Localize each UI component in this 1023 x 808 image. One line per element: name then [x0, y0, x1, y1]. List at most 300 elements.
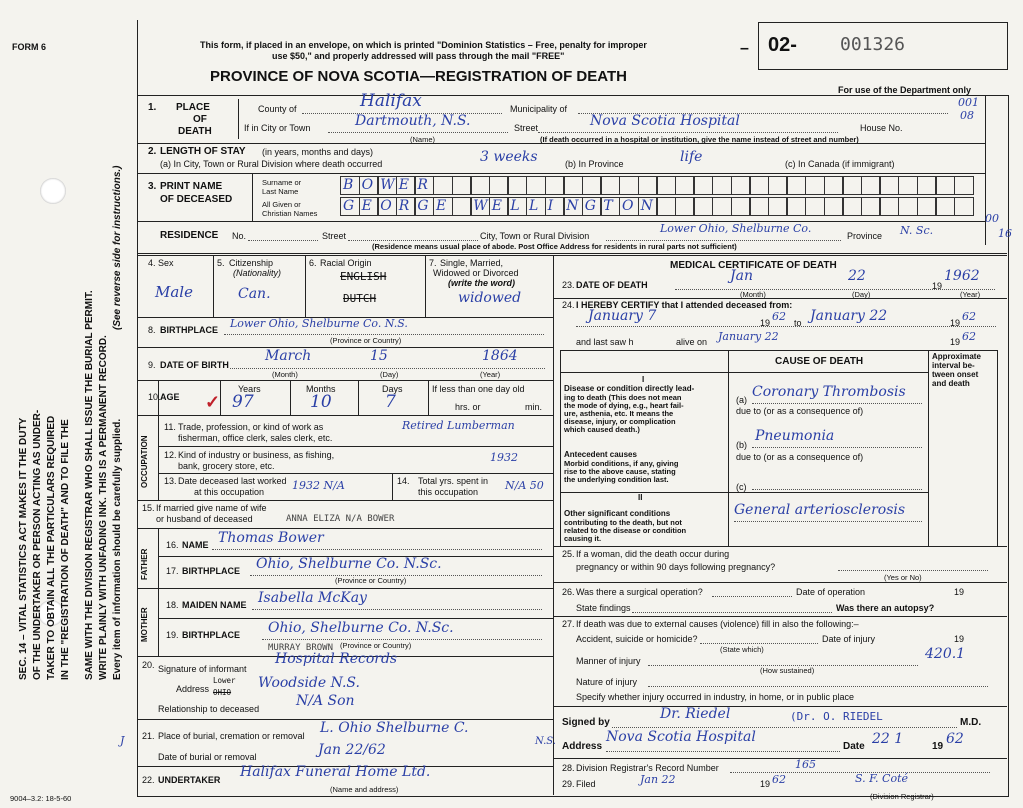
- approx-label-1: Approximate: [932, 352, 981, 361]
- dob-day[interactable]: 15: [370, 348, 388, 364]
- cause-b-value[interactable]: Pneumonia: [755, 428, 835, 444]
- signed-value[interactable]: Dr. Riedel: [660, 706, 731, 722]
- registrar-signature: S. F. Coté: [855, 772, 909, 785]
- age-days-label: Days: [382, 384, 403, 394]
- city-value[interactable]: Dartmouth, N.S.: [355, 113, 471, 129]
- informant-addr[interactable]: Woodside N.S.: [258, 675, 360, 691]
- informant-addr-label: Address: [176, 684, 210, 694]
- sex-value[interactable]: Male: [155, 283, 193, 301]
- attended-to-year[interactable]: 62: [962, 310, 976, 323]
- racial-num: 6.: [309, 258, 317, 268]
- father-side-label: FATHER: [140, 548, 149, 580]
- q27-num: 27.: [562, 619, 575, 629]
- name-letter-box[interactable]: [452, 176, 472, 195]
- city-label: If in City or Town: [244, 123, 311, 133]
- name-letter-box[interactable]: [452, 197, 472, 216]
- side-instruction-3: TAKER TO OBTAIN ALL THE PARTICULARS REQUIRED: [46, 415, 57, 680]
- q11-num: 11.: [164, 422, 176, 432]
- place-label-2: OF: [193, 114, 207, 125]
- name-letter-box[interactable]: [898, 197, 918, 216]
- q14-value[interactable]: N/A 50: [505, 479, 544, 492]
- burial-place[interactable]: L. Ohio Shelburne C.: [320, 720, 469, 736]
- county-label: County of: [258, 104, 297, 114]
- name-letter-box[interactable]: [489, 197, 509, 216]
- q13-num: 13.: [164, 476, 177, 486]
- dob-year[interactable]: 1864: [482, 348, 518, 364]
- name-letter-box[interactable]: [712, 197, 732, 216]
- burial-date-label: Date of burial or removal: [158, 752, 257, 762]
- death-year[interactable]: 1962: [944, 268, 980, 284]
- dash-mark: –: [740, 40, 749, 57]
- name-letter-box[interactable]: [600, 197, 620, 216]
- signed-typed: (Dr. O. RIEDEL: [790, 710, 883, 723]
- name-letter: E: [436, 198, 447, 214]
- side-instruction-1: SEC. 14 – VITAL STATISTICS ACT MAKES IT THE DUTY: [18, 417, 29, 680]
- name-letter: N: [566, 198, 579, 214]
- q24-label: I HEREBY CERTIFY that I attended deceased from:: [576, 300, 793, 310]
- name-letter-box[interactable]: [898, 176, 918, 195]
- age-days[interactable]: 7: [385, 392, 396, 412]
- name-letter-box[interactable]: [545, 176, 565, 195]
- father-birthplace[interactable]: Ohio, Shelburne Co. N.Sc.: [256, 556, 442, 572]
- undertaker-num: 22.: [142, 775, 155, 785]
- residence-province-value[interactable]: N. Sc.: [900, 224, 934, 237]
- stay-label: LENGTH OF STAY: [160, 146, 246, 157]
- q26-num: 26.: [562, 587, 575, 597]
- cause-line-a: (a): [736, 395, 747, 405]
- date-label: Date: [843, 741, 865, 752]
- dob-num: 9.: [148, 360, 156, 370]
- name-label-2: OF DECEASED: [160, 194, 233, 205]
- informant-value[interactable]: Hospital Records: [275, 651, 398, 667]
- name-letter-box[interactable]: [600, 176, 620, 195]
- name-letter-box[interactable]: [712, 176, 732, 195]
- racial-value-2[interactable]: DUTCH: [343, 292, 377, 305]
- last-saw-prefix: 19: [950, 337, 961, 347]
- name-letter: O: [361, 177, 374, 193]
- name-letter-box[interactable]: [917, 197, 937, 216]
- name-letter-box[interactable]: [693, 176, 713, 195]
- q12-text: Kind of industry or business, as fishing,: [178, 450, 335, 460]
- cause-title: CAUSE OF DEATH: [775, 356, 864, 367]
- filed-value[interactable]: Jan 22: [640, 773, 676, 786]
- name-letter-box[interactable]: [954, 176, 974, 195]
- surname-label-2: Last Name: [262, 187, 299, 196]
- other-label-3: related to the disease or condition: [564, 526, 687, 535]
- name-letter-box[interactable]: [954, 197, 974, 216]
- informant-addr-typed-2: OHIO: [213, 688, 232, 697]
- q12-num: 12.: [164, 450, 177, 460]
- name-letter-box[interactable]: [433, 176, 453, 195]
- informant-typed: MURRAY BROWN: [268, 643, 334, 653]
- name-letter-box[interactable]: [507, 197, 527, 216]
- father-birthplace-label: BIRTHPLACE: [182, 566, 240, 576]
- name-letter-box[interactable]: [507, 176, 527, 195]
- name-letter-box[interactable]: [656, 197, 676, 216]
- name-letter: W: [380, 177, 395, 193]
- citizenship-value[interactable]: Can.: [238, 286, 271, 302]
- death-day-caption: (Day): [852, 290, 871, 299]
- name-letter-box[interactable]: [786, 176, 806, 195]
- name-letter-box[interactable]: [935, 176, 955, 195]
- manner-label: Manner of injury: [576, 656, 641, 666]
- filed-year[interactable]: 62: [772, 773, 786, 786]
- name-letter-box[interactable]: [470, 197, 490, 216]
- name-letter-box[interactable]: [377, 176, 397, 195]
- occupation-side-label: OCCUPATION: [140, 435, 149, 488]
- q13-value[interactable]: 1932 N/A: [292, 479, 345, 492]
- racial-value[interactable]: ENGLISH: [340, 270, 387, 283]
- name-letter-box[interactable]: [675, 176, 695, 195]
- cause-code: 420.1: [925, 646, 966, 662]
- name-letter-box[interactable]: [805, 176, 825, 195]
- father-num-2: 17.: [166, 566, 179, 576]
- name-letter-box[interactable]: [824, 197, 844, 216]
- side-instruction-4: IN THE "REGISTRATION OF DEATH" AND TO FILE THE: [60, 419, 71, 680]
- name-letter-box[interactable]: [749, 176, 769, 195]
- name-letter-box[interactable]: [582, 197, 602, 216]
- citizenship-label: Citizenship: [229, 258, 274, 268]
- municipality-label: Municipality of: [510, 104, 568, 114]
- marital-label-2: Widowed or Divorced: [433, 268, 519, 278]
- undertaker-value[interactable]: Halifax Funeral Home Ltd.: [240, 764, 431, 780]
- age-years-label: Years: [238, 384, 261, 394]
- marital-label: Single, Married,: [440, 258, 504, 268]
- wife-value[interactable]: ANNA ELIZA N/A BOWER: [286, 514, 395, 524]
- last-saw-year[interactable]: 62: [962, 330, 976, 343]
- wife-label: If married give name of wife: [156, 503, 267, 513]
- form-label: FORM 6: [12, 42, 47, 52]
- name-letter-box[interactable]: [731, 176, 751, 195]
- surname-label: Surname or: [262, 178, 302, 187]
- residence-province-label: Province: [847, 231, 883, 241]
- q24-num: 24.: [562, 300, 575, 310]
- name-letter-box[interactable]: [861, 176, 881, 195]
- q13-text-2: at this occupation: [194, 487, 265, 497]
- mother-birthplace-label: BIRTHPLACE: [182, 630, 240, 640]
- name-letter-box[interactable]: [340, 197, 360, 216]
- registrar-caption: (Division Registrar): [870, 792, 934, 801]
- q14-text: Total yrs. spent in: [418, 476, 489, 486]
- name-letter-box[interactable]: [563, 176, 583, 195]
- residence-no-label: No.: [232, 231, 247, 241]
- name-letter-box[interactable]: [879, 197, 899, 216]
- cause-roman-1: I: [642, 375, 645, 384]
- stay-a-value[interactable]: 3 weeks: [480, 149, 538, 165]
- name-letter: O: [380, 198, 392, 214]
- name-letter-box[interactable]: [693, 197, 713, 216]
- dob-month-caption: (Month): [272, 370, 298, 379]
- mother-maiden-label: MAIDEN NAME: [182, 600, 247, 610]
- name-letter-box[interactable]: [768, 176, 788, 195]
- dept-use-label: For use of the Department only: [838, 85, 972, 95]
- injury-date-label: Date of injury: [822, 634, 876, 644]
- hospital-note: (If death occurred in a hospital or institution, give the name instead of street and number): [540, 135, 859, 144]
- antecedent-label-3: rise to the above cause, stating: [564, 467, 676, 476]
- q28-label: Division Registrar's Record Number: [576, 763, 719, 773]
- q25-yesno: (Yes or No): [884, 573, 922, 582]
- stay-b-value[interactable]: life: [680, 149, 703, 165]
- informant-rel[interactable]: N/A Son: [296, 693, 355, 709]
- age-months[interactable]: 10: [310, 392, 332, 412]
- given-label: All Given or: [262, 200, 301, 209]
- name-letter: W: [473, 198, 488, 214]
- age-months-label: Months: [306, 384, 336, 394]
- mother-num-2: 19.: [166, 630, 179, 640]
- disease-label-3: the mode of dying, e.g., heart fail-: [564, 401, 684, 410]
- place-label-3: DEATH: [178, 126, 212, 137]
- mother-side-label: MOTHER: [140, 607, 149, 642]
- name-letter-box[interactable]: [861, 197, 881, 216]
- q11-value[interactable]: Retired Lumberman: [402, 419, 515, 432]
- residence-label: RESIDENCE: [160, 230, 219, 241]
- op-year-prefix: 19: [954, 587, 965, 597]
- name-letter-box[interactable]: [526, 176, 546, 195]
- q14-text-2: this occupation: [418, 487, 479, 497]
- name-letter-box[interactable]: [433, 197, 453, 216]
- birthplace-value[interactable]: Lower Ohio, Shelburne Co. N.S.: [230, 317, 408, 330]
- residence-city-label: City, Town or Rural Division: [480, 231, 590, 241]
- stay-c-label: (c) In Canada (if immigrant): [785, 159, 895, 169]
- name-letter-box[interactable]: [396, 176, 416, 195]
- name-letter: G: [417, 198, 429, 214]
- marital-value[interactable]: widowed: [458, 290, 522, 306]
- informant-rel-label: Relationship to deceased: [158, 704, 260, 714]
- name-letter-box[interactable]: [879, 176, 899, 195]
- name-letter-box[interactable]: [731, 197, 751, 216]
- last-saw-label: and last saw h: [576, 337, 634, 347]
- informant-num: 20.: [142, 660, 155, 670]
- md-label: M.D.: [960, 717, 982, 728]
- name-letter-box[interactable]: [619, 197, 639, 216]
- nature-label: Nature of injury: [576, 677, 638, 687]
- disease-label-1: Disease or condition directly lead-: [564, 384, 695, 393]
- approx-label-2: interval be-: [932, 361, 975, 370]
- q11-text-2: fisherman, office clerk, sales clerk, etc.: [178, 433, 333, 443]
- citizenship-note: (Nationality): [233, 268, 282, 278]
- marital-num: 7.: [429, 258, 437, 268]
- age-label: AGE: [160, 392, 180, 402]
- form-title: PROVINCE OF NOVA SCOTIA—REGISTRATION OF DEATH: [210, 68, 627, 85]
- q11-text: Trade, profession, or kind of work as: [178, 422, 324, 432]
- dept-code-1: 001: [958, 96, 979, 109]
- name-letter-box[interactable]: [824, 176, 844, 195]
- q25-label: If a woman, did the death occur during: [576, 549, 730, 559]
- name-letter-box[interactable]: [359, 176, 379, 195]
- cause-roman-2: II: [638, 493, 643, 502]
- age-num: 10.: [148, 392, 161, 402]
- last-saw-value[interactable]: January 22: [718, 330, 779, 343]
- age-check-mark: ✓: [205, 392, 221, 412]
- age-years[interactable]: 97: [232, 392, 254, 412]
- name-letter-box[interactable]: [786, 197, 806, 216]
- stay-note: (in years, months and days): [262, 147, 374, 157]
- dob-year-caption: (Year): [480, 370, 501, 379]
- name-letter-box[interactable]: [377, 197, 397, 216]
- death-month[interactable]: Jan: [730, 268, 753, 284]
- name-letter-box[interactable]: [414, 197, 434, 216]
- county-value[interactable]: Halifax: [360, 91, 422, 111]
- name-letter-box[interactable]: [545, 197, 565, 216]
- father-name-label: NAME: [182, 540, 209, 550]
- father-bp-caption: (Province or Country): [335, 576, 407, 585]
- cause-line-c: (c): [736, 482, 747, 492]
- name-letter-box[interactable]: [675, 197, 695, 216]
- given-label-2: Christian Names: [262, 209, 318, 218]
- death-day[interactable]: 22: [848, 268, 866, 284]
- mail-notice-1: This form, if placed in an envelope, on which is printed "Dominion Statistics – Free, penalty for improper: [200, 40, 647, 50]
- death-month-caption: (Month): [740, 290, 766, 299]
- name-letter-box[interactable]: [842, 197, 862, 216]
- injury-year-prefix: 19: [954, 634, 965, 644]
- age-lt-label: If less than one day old: [432, 384, 525, 394]
- punch-hole: [40, 178, 66, 204]
- name-letter: E: [361, 198, 372, 214]
- mother-bp-caption: (Province or Country): [340, 641, 412, 650]
- name-letter: L: [529, 198, 539, 214]
- disease-label-2: ing to death (This does not mean: [564, 393, 682, 402]
- dept-code-3: 00: [985, 212, 999, 225]
- mother-birthplace[interactable]: Ohio, Shelburne Co. N.Sc.: [268, 620, 454, 636]
- death-year-caption: (Year): [960, 290, 981, 299]
- date-year-prefix: 19: [932, 741, 944, 752]
- name-letter: E: [398, 177, 410, 193]
- name-letter: B: [343, 177, 354, 193]
- mother-num: 18.: [166, 600, 179, 610]
- q29-label: Filed: [576, 779, 596, 789]
- op-date-label: Date of operation: [796, 587, 866, 597]
- name-letter-box[interactable]: [340, 176, 360, 195]
- q25-num: 25.: [562, 549, 575, 559]
- informant-label: Signature of informant: [158, 664, 247, 674]
- side-instruction-2: OF THE UNDERTAKER OR PERSON ACTING AS UNDER-: [32, 409, 43, 680]
- stay-num: 2.: [148, 146, 157, 157]
- father-num: 16.: [166, 540, 179, 550]
- due-to-a: due to (or as a consequence of): [736, 406, 864, 416]
- name-letter: E: [491, 198, 503, 214]
- name-letter-box[interactable]: [656, 176, 676, 195]
- date-year[interactable]: 62: [946, 731, 964, 747]
- disease-label-5: disease, injury, or complication: [564, 417, 676, 426]
- form-code: 9004–3.2: 18-5-60: [10, 794, 72, 803]
- name-letter: R: [398, 198, 410, 214]
- name-letter-box[interactable]: [935, 197, 955, 216]
- death-year-prefix: 19: [932, 281, 943, 291]
- other-label-2: contributing to the death, but not: [564, 518, 682, 527]
- q12-value[interactable]: 1932: [490, 451, 518, 464]
- cause-a-value[interactable]: Coronary Thrombosis: [752, 384, 906, 400]
- father-name[interactable]: Thomas Bower: [218, 530, 324, 546]
- name-letter-box[interactable]: [489, 176, 509, 195]
- antecedent-label-1: Antecedent causes: [564, 450, 637, 459]
- name-letter-box[interactable]: [917, 176, 937, 195]
- attended-to[interactable]: January 22: [810, 308, 888, 324]
- registration-number: 001326: [840, 34, 906, 55]
- residence-street-label: Street: [322, 231, 347, 241]
- name-letter-box[interactable]: [563, 197, 583, 216]
- approx-label-3: tween onset: [932, 370, 979, 379]
- burial-label: Place of burial, cremation or removal: [158, 731, 305, 741]
- street-value[interactable]: Nova Scotia Hospital: [590, 113, 740, 129]
- house-label: House No.: [860, 123, 903, 133]
- name-letter-box[interactable]: [619, 176, 639, 195]
- side-instruction-5: SAME WITH THE DIVISION REGISTRAR WHO SHALL ISSUE THE BURIAL PERMIT.: [84, 290, 95, 680]
- address-value[interactable]: Nova Scotia Hospital: [606, 729, 756, 745]
- antecedent-label-4: the underlying condition last.: [564, 475, 669, 484]
- name-letter-box[interactable]: [359, 197, 379, 216]
- marital-label-3: (write the word): [448, 278, 515, 288]
- side-instruction-7: Every item of information should be carefully supplied.: [112, 418, 123, 680]
- dept-code-4: 16: [998, 227, 1012, 240]
- name-letter-box[interactable]: [396, 197, 416, 216]
- name-letter-box[interactable]: [638, 176, 658, 195]
- antecedent-label-2: Morbid conditions, if any, giving: [564, 459, 679, 468]
- place-label: PLACE: [176, 102, 210, 113]
- name-letter-box[interactable]: [638, 197, 658, 216]
- dob-month[interactable]: March: [265, 348, 312, 364]
- sex-label: Sex: [158, 258, 174, 268]
- name-letter-box[interactable]: [582, 176, 602, 195]
- name-letter-box[interactable]: [470, 176, 490, 195]
- q28-num: 28.: [562, 763, 575, 773]
- undertaker-label: UNDERTAKER: [158, 775, 221, 785]
- disease-label-4: ure, asthenia, etc. It means the: [564, 409, 674, 418]
- birthplace-num: 8.: [148, 325, 156, 335]
- mother-maiden[interactable]: Isabella McKay: [258, 590, 367, 606]
- name-letter-box[interactable]: [526, 197, 546, 216]
- informant-addr-typed: Lower: [213, 676, 236, 685]
- citizenship-num: 5.: [217, 258, 225, 268]
- name-letter: T: [603, 198, 613, 214]
- name-letter: R: [417, 177, 428, 193]
- age-hrs-label: hrs. or: [455, 402, 481, 412]
- burial-ns: N.S.: [535, 736, 556, 747]
- q23-num: 23.: [562, 280, 575, 290]
- side-instruction-6: WRITE PLAINLY WITH UNFADING INK. THIS IS A PERMANENT RECORD.: [98, 335, 109, 680]
- attended-to-prefix: 19: [950, 318, 961, 328]
- state-which-caption: (State which): [720, 645, 764, 654]
- name-label: PRINT NAME: [160, 181, 223, 192]
- name-letter-box[interactable]: [749, 197, 769, 216]
- q23-label: DATE OF DEATH: [576, 280, 648, 290]
- name-letter-box[interactable]: [414, 176, 434, 195]
- stay-a-label: (a) In City, Town or Rural Division where death occurred: [160, 159, 383, 169]
- name-letter-box[interactable]: [842, 176, 862, 195]
- attended-from-year[interactable]: 62: [772, 310, 786, 323]
- date-value[interactable]: 22 1: [872, 731, 904, 747]
- side-instruction-8: (See reverse side for instructions.): [112, 165, 123, 330]
- record-number[interactable]: 165: [795, 758, 816, 771]
- street-label: Street: [514, 123, 539, 133]
- disease-label-6: which caused death.): [564, 425, 640, 434]
- name-letter-box[interactable]: [768, 197, 788, 216]
- last-saw-label-2: alive on: [676, 337, 708, 347]
- name-letter-box[interactable]: [805, 197, 825, 216]
- racial-label: Racial Origin: [320, 258, 372, 268]
- burial-side-mark: J: [120, 734, 125, 747]
- other-value[interactable]: General arteriosclerosis: [734, 502, 906, 518]
- name-letter: N: [640, 198, 653, 214]
- residence-city-value[interactable]: Lower Ohio, Shelburne Co.: [660, 222, 812, 235]
- stay-b-label: (b) In Province: [565, 159, 624, 169]
- attended-from[interactable]: January 7: [588, 308, 657, 324]
- medical-title: MEDICAL CERTIFICATE OF DEATH: [670, 260, 837, 271]
- mail-notice-2: use $50," and properly addressed will pass through the mail "FREE": [272, 51, 565, 61]
- autopsy-label: Was there an autopsy?: [836, 603, 935, 613]
- wife-num: 15.: [142, 503, 155, 513]
- q12-text-2: bank, grocery store, etc.: [178, 461, 275, 471]
- burial-date[interactable]: Jan 22/62: [318, 742, 386, 758]
